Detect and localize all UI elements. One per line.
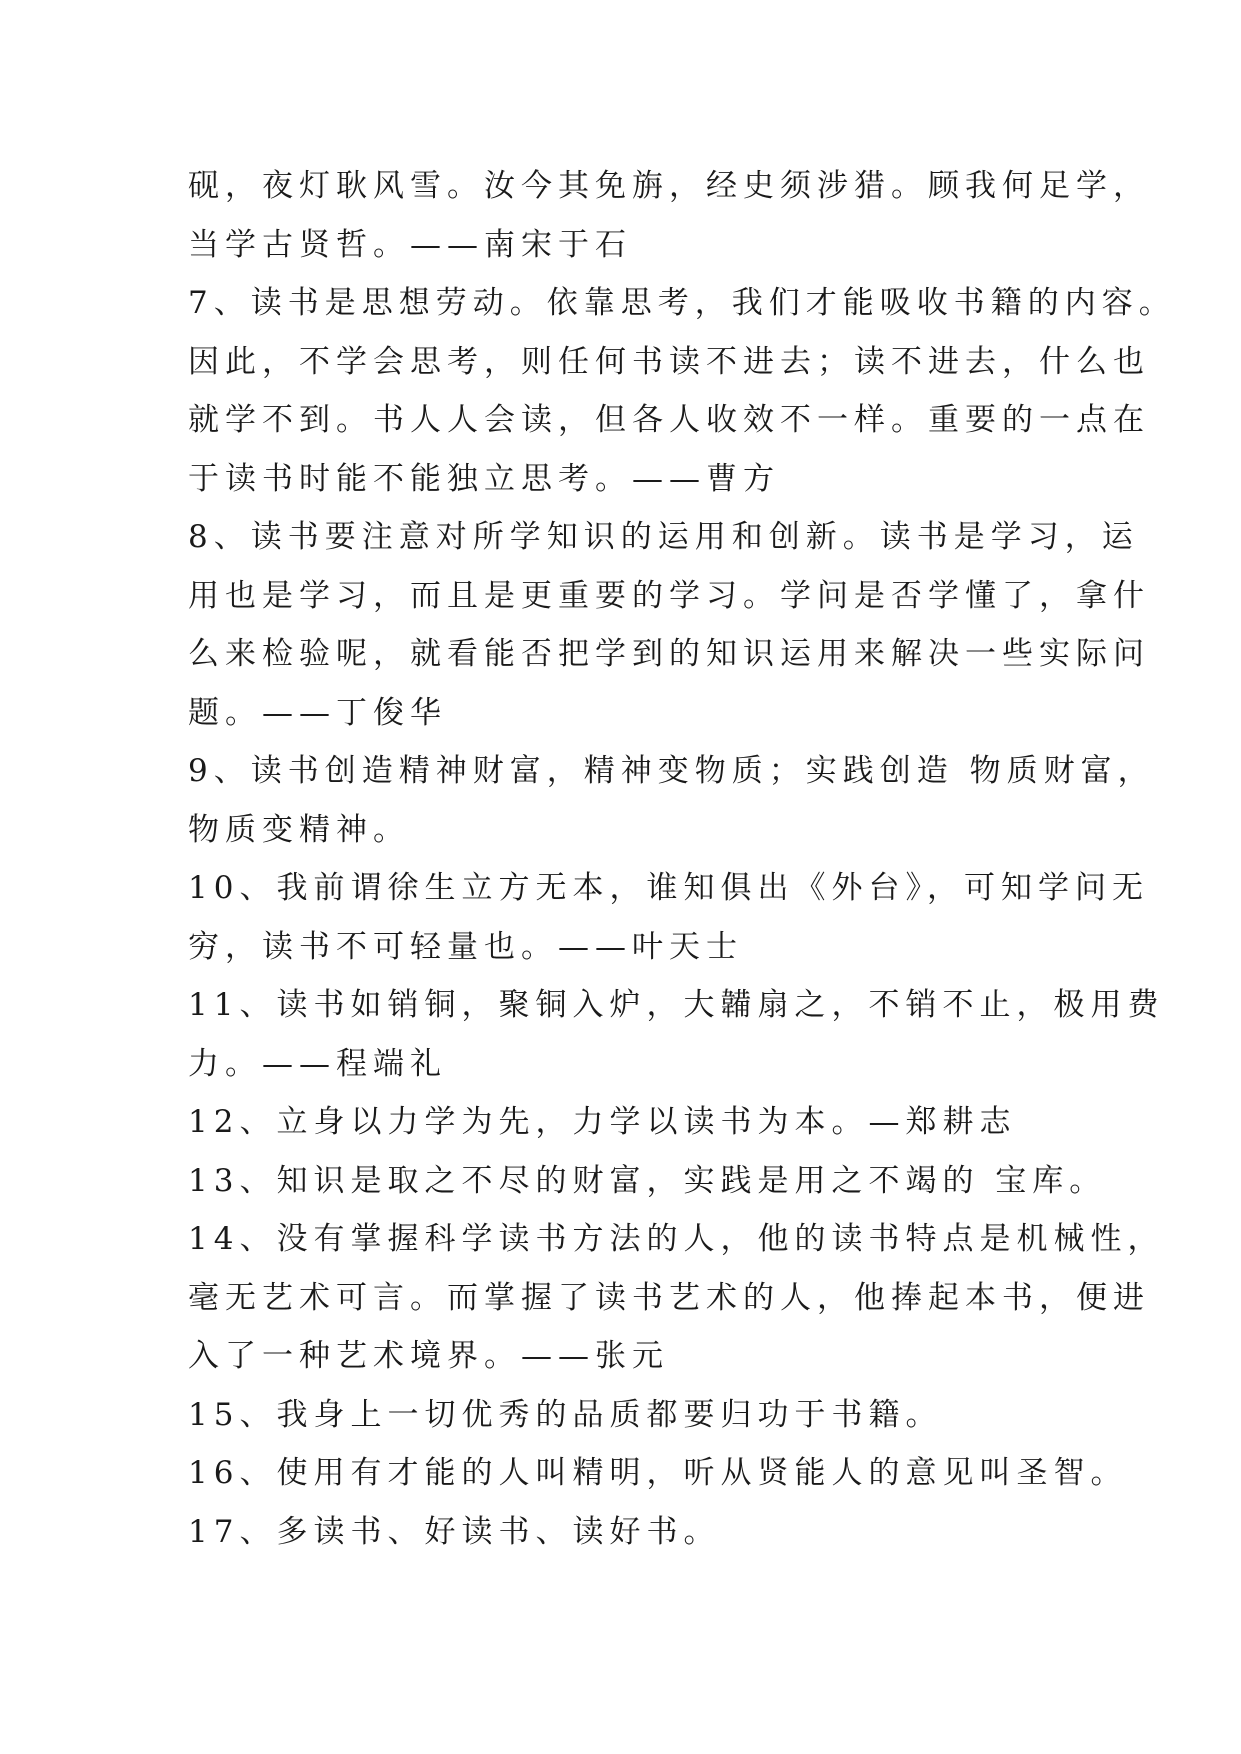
text-line: 么来检验呢，就看能否把学到的知识运用来解决一些实际问 xyxy=(188,636,1150,672)
text-line: 题。——丁俊华 xyxy=(188,694,447,731)
text-line: 14、没有掌握科学读书方法的人，他的读书特点是机械性， xyxy=(188,1221,1165,1257)
text-line: 用也是学习，而且是更重要的学习。学问是否学懂了，拿什 xyxy=(188,577,1150,614)
text-line: 16、使用有才能的人叫精明，听从贤能人的意见叫圣智。 xyxy=(188,1455,1128,1491)
text-line: 砚，夜灯耿风雪。汝今其免旃，经史须涉猎。顾我何足学， xyxy=(188,168,1150,204)
text-line: 8、读书要注意对所学知识的运用和创新。读书是学习，运 xyxy=(188,519,1139,555)
text-line: 入了一种艺术境界。——张元 xyxy=(188,1338,669,1374)
text-line: 13、知识是取之不尽的财富，实践是用之不竭的 宝库。 xyxy=(188,1162,1107,1199)
text-line: 10、我前谓徐生立方无本，谁知俱出《外台》，可知学问无 xyxy=(188,870,1149,906)
text-line: 7、读书是思想劳动。依靠思考，我们才能吸收书籍的内容。 xyxy=(188,285,1176,321)
text-line: 毫无艺术可言。而掌握了读书艺术的人，他捧起本书，便进 xyxy=(188,1279,1150,1316)
text-line: 就学不到。书人人会读，但各人收效不一样。重要的一点在 xyxy=(188,402,1150,438)
text-line: 9、读书创造精神财富，精神变物质；实践创造 物质财富， xyxy=(188,753,1155,789)
text-line: 当学古贤哲。——南宋于石 xyxy=(188,226,632,263)
text-line: 17、多读书、好读书、读好书。 xyxy=(188,1513,721,1550)
text-line: 物质变精神。 xyxy=(188,811,410,848)
document-body xyxy=(188,157,1176,1561)
text-line: 11、读书如销铜，聚铜入炉，大韛扇之，不销不止，极用费 xyxy=(188,987,1165,1023)
text-line: 12、立身以力学为先，力学以读书为本。—郑耕志 xyxy=(188,1104,1017,1140)
text-line: 力。——程端礼 xyxy=(188,1045,447,1082)
text-line: 因此，不学会思考，则任何书读不进去；读不进去，什么也 xyxy=(188,343,1150,380)
text-line: 穷，读书不可轻量也。——叶天士 xyxy=(188,928,743,965)
text-line: 15、我身上一切优秀的品质都要归功于书籍。 xyxy=(188,1396,943,1433)
text-line: 于读书时能不能独立思考。——曹方 xyxy=(188,460,780,497)
